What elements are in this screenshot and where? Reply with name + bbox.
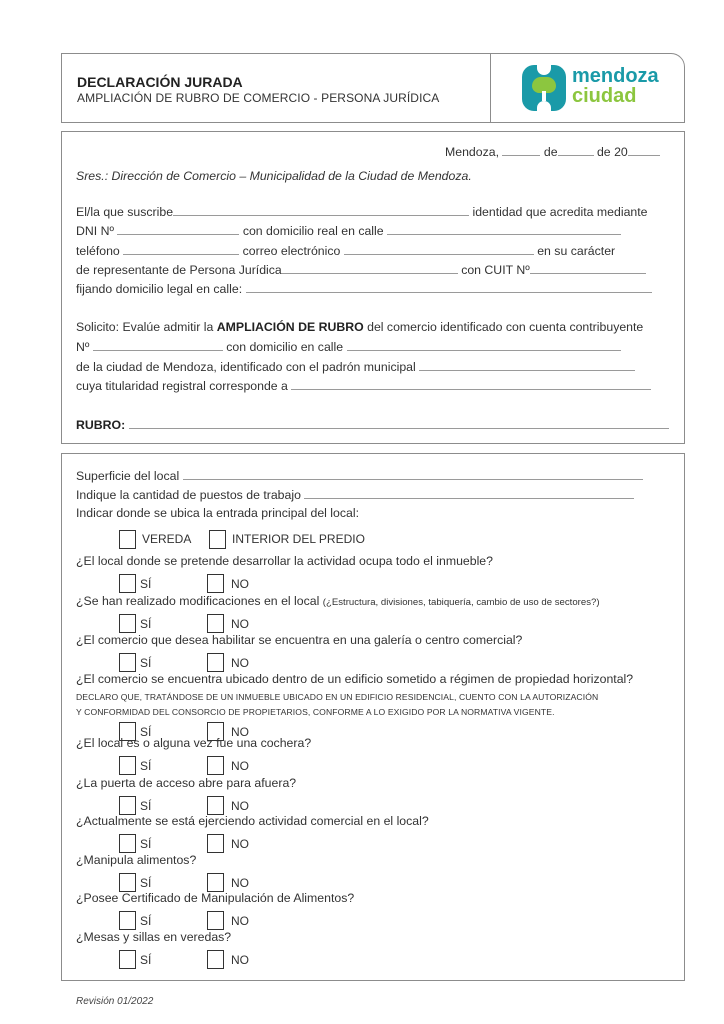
yes-checkbox[interactable] bbox=[119, 574, 136, 593]
question-text: ¿Posee Certificado de Manipulación de Alimentos? bbox=[76, 891, 355, 905]
entrance-question: Indicar donde se ubica la entrada principal del local: bbox=[76, 506, 360, 520]
line-puestos: Indique la cantidad de puestos de trabajo bbox=[76, 487, 634, 502]
yes-checkbox[interactable] bbox=[119, 653, 136, 672]
header-divider bbox=[490, 54, 491, 122]
declaration-text: Y CONFORMIDAD DEL CONSORCIO DE PROPIETARIOS, CONFORME A LO EXIGIDO POR LA NORMATIVA VIGENTE. bbox=[76, 707, 555, 717]
applicant-data-section bbox=[61, 131, 685, 444]
question-text: ¿Actualmente se está ejerciendo actividad comercial en el local? bbox=[76, 814, 429, 828]
line-titularidad: cuya titularidad registral corresponde a bbox=[76, 378, 651, 393]
question-text: ¿La puerta de acceso abre para afuera? bbox=[76, 776, 297, 790]
date-line: Mendoza, de de 20 bbox=[445, 144, 660, 159]
question-text: ¿El local donde se pretende desarrollar la actividad ocupa todo el inmueble? bbox=[76, 554, 493, 568]
yes-checkbox[interactable] bbox=[119, 796, 136, 815]
revision-label: Revisión 01/2022 bbox=[76, 996, 154, 1007]
question-text: ¿Mesas y sillas en veredas? bbox=[76, 930, 232, 944]
no-label: NO bbox=[231, 725, 249, 739]
cuit-field[interactable] bbox=[530, 262, 646, 274]
email-field[interactable] bbox=[344, 243, 534, 255]
no-label: NO bbox=[231, 617, 249, 631]
no-label: NO bbox=[231, 656, 249, 670]
line-padron: de la ciudad de Mendoza, identificado con el padrón municipal bbox=[76, 359, 635, 374]
question-text: ¿El local es o alguna vez fue una cochera? bbox=[76, 736, 312, 750]
yes-checkbox[interactable] bbox=[119, 834, 136, 853]
yes-checkbox[interactable] bbox=[119, 911, 136, 930]
yes-label: SÍ bbox=[140, 914, 152, 928]
day-field[interactable] bbox=[502, 144, 540, 156]
line-superficie: Superficie del local bbox=[76, 468, 643, 483]
yes-checkbox[interactable] bbox=[119, 950, 136, 969]
yes-checkbox[interactable] bbox=[119, 614, 136, 633]
addressee: Sres.: Dirección de Comercio – Municipalidad de la Ciudad de Mendoza. bbox=[76, 169, 472, 183]
yes-checkbox[interactable] bbox=[119, 756, 136, 775]
document-title: DECLARACIÓN JURADA bbox=[77, 74, 243, 90]
no-checkbox[interactable] bbox=[207, 834, 224, 853]
yes-label: SÍ bbox=[140, 725, 152, 739]
question-text: ¿Manipula alimentos? bbox=[76, 853, 197, 867]
yes-label: SÍ bbox=[140, 837, 152, 851]
question-text: ¿El comercio se encuentra ubicado dentro de un edificio sometido a régimen de propiedad horizontal? bbox=[76, 672, 634, 686]
no-checkbox[interactable] bbox=[207, 614, 224, 633]
yes-label: SÍ bbox=[140, 759, 152, 773]
owner-field[interactable] bbox=[291, 378, 651, 390]
dni-field[interactable] bbox=[117, 223, 239, 235]
vereda-checkbox[interactable] bbox=[119, 530, 136, 549]
padron-field[interactable] bbox=[419, 359, 635, 371]
logo-m-icon bbox=[522, 65, 566, 111]
phone-field[interactable] bbox=[123, 243, 239, 255]
no-label: NO bbox=[231, 914, 249, 928]
legal-entity-field[interactable] bbox=[282, 262, 458, 274]
name-field[interactable] bbox=[173, 204, 469, 216]
real-address-field[interactable] bbox=[387, 223, 621, 235]
no-label: NO bbox=[231, 759, 249, 773]
rubro-field[interactable] bbox=[129, 417, 669, 429]
yes-label: SÍ bbox=[140, 617, 152, 631]
no-checkbox[interactable] bbox=[207, 653, 224, 672]
month-field[interactable] bbox=[558, 144, 594, 156]
no-checkbox[interactable] bbox=[207, 950, 224, 969]
interior-predio-checkbox[interactable] bbox=[209, 530, 226, 549]
yes-checkbox[interactable] bbox=[119, 873, 136, 892]
vereda-label: VEREDA bbox=[142, 532, 192, 546]
line-dni: DNI Nº con domicilio real en calle bbox=[76, 223, 621, 238]
surface-field[interactable] bbox=[183, 468, 643, 480]
question-text: ¿El comercio que desea habilitar se encuentra en una galería o centro comercial? bbox=[76, 633, 523, 647]
no-checkbox[interactable] bbox=[207, 796, 224, 815]
line-domicilio-legal: fijando domicilio legal en calle: bbox=[76, 281, 652, 296]
no-label: NO bbox=[231, 799, 249, 813]
yes-label: SÍ bbox=[140, 577, 152, 591]
header-box bbox=[61, 53, 685, 123]
interior-predio-label: INTERIOR DEL PREDIO bbox=[232, 532, 365, 546]
line-representante: de representante de Persona Jurídica con CUIT Nº bbox=[76, 262, 646, 277]
no-checkbox[interactable] bbox=[207, 873, 224, 892]
tree-trunk-icon bbox=[542, 91, 546, 101]
no-checkbox[interactable] bbox=[207, 756, 224, 775]
yes-label: SÍ bbox=[140, 876, 152, 890]
account-number-field[interactable] bbox=[93, 339, 223, 351]
questionnaire-section bbox=[61, 453, 685, 981]
logo-text-mendoza: mendoza bbox=[572, 65, 659, 87]
question-note: (¿Estructura, divisiones, tabiquería, cambio de uso de sectores?) bbox=[322, 597, 600, 608]
line-solicito: Solicito: Evalúe admitir la AMPLIACIÓN DE RUBRO del comercio identificado con cuenta contribuyente bbox=[76, 320, 644, 334]
no-checkbox[interactable] bbox=[207, 911, 224, 930]
no-label: NO bbox=[231, 953, 249, 967]
yes-label: SÍ bbox=[140, 656, 152, 670]
no-label: NO bbox=[231, 876, 249, 890]
line-suscribe: El/la que suscribe identidad que acredita mediante bbox=[76, 205, 648, 219]
workplaces-field[interactable] bbox=[304, 487, 634, 499]
yes-label: SÍ bbox=[140, 799, 152, 813]
logo-text-ciudad: ciudad bbox=[572, 85, 637, 107]
year-field[interactable] bbox=[628, 144, 660, 156]
question-text: ¿Se han realizado modificaciones en el local (¿Estructura, divisiones, tabiquería, cambio de uso de sectores?) bbox=[76, 594, 600, 608]
legal-address-field[interactable] bbox=[246, 281, 652, 293]
mendoza-ciudad-logo bbox=[522, 63, 672, 115]
declaration-text: DECLARO QUE, TRATÁNDOSE DE UN INMUEBLE UBICADO EN UN EDIFICIO RESIDENCIAL, CUENTO CON LA AUTORIZACIÓN bbox=[76, 692, 599, 702]
yes-label: SÍ bbox=[140, 953, 152, 967]
no-label: NO bbox=[231, 837, 249, 851]
no-label: NO bbox=[231, 577, 249, 591]
line-telefono: teléfono correo electrónico en su carácter bbox=[76, 244, 616, 258]
line-cuenta: Nº con domicilio en calle bbox=[76, 339, 621, 354]
business-address-field[interactable] bbox=[347, 339, 621, 351]
no-checkbox[interactable] bbox=[207, 574, 224, 593]
line-rubro: RUBRO: bbox=[76, 417, 669, 432]
document-subtitle: AMPLIACIÓN DE RUBRO DE COMERCIO - PERSONA JURÍDICA bbox=[77, 91, 440, 105]
